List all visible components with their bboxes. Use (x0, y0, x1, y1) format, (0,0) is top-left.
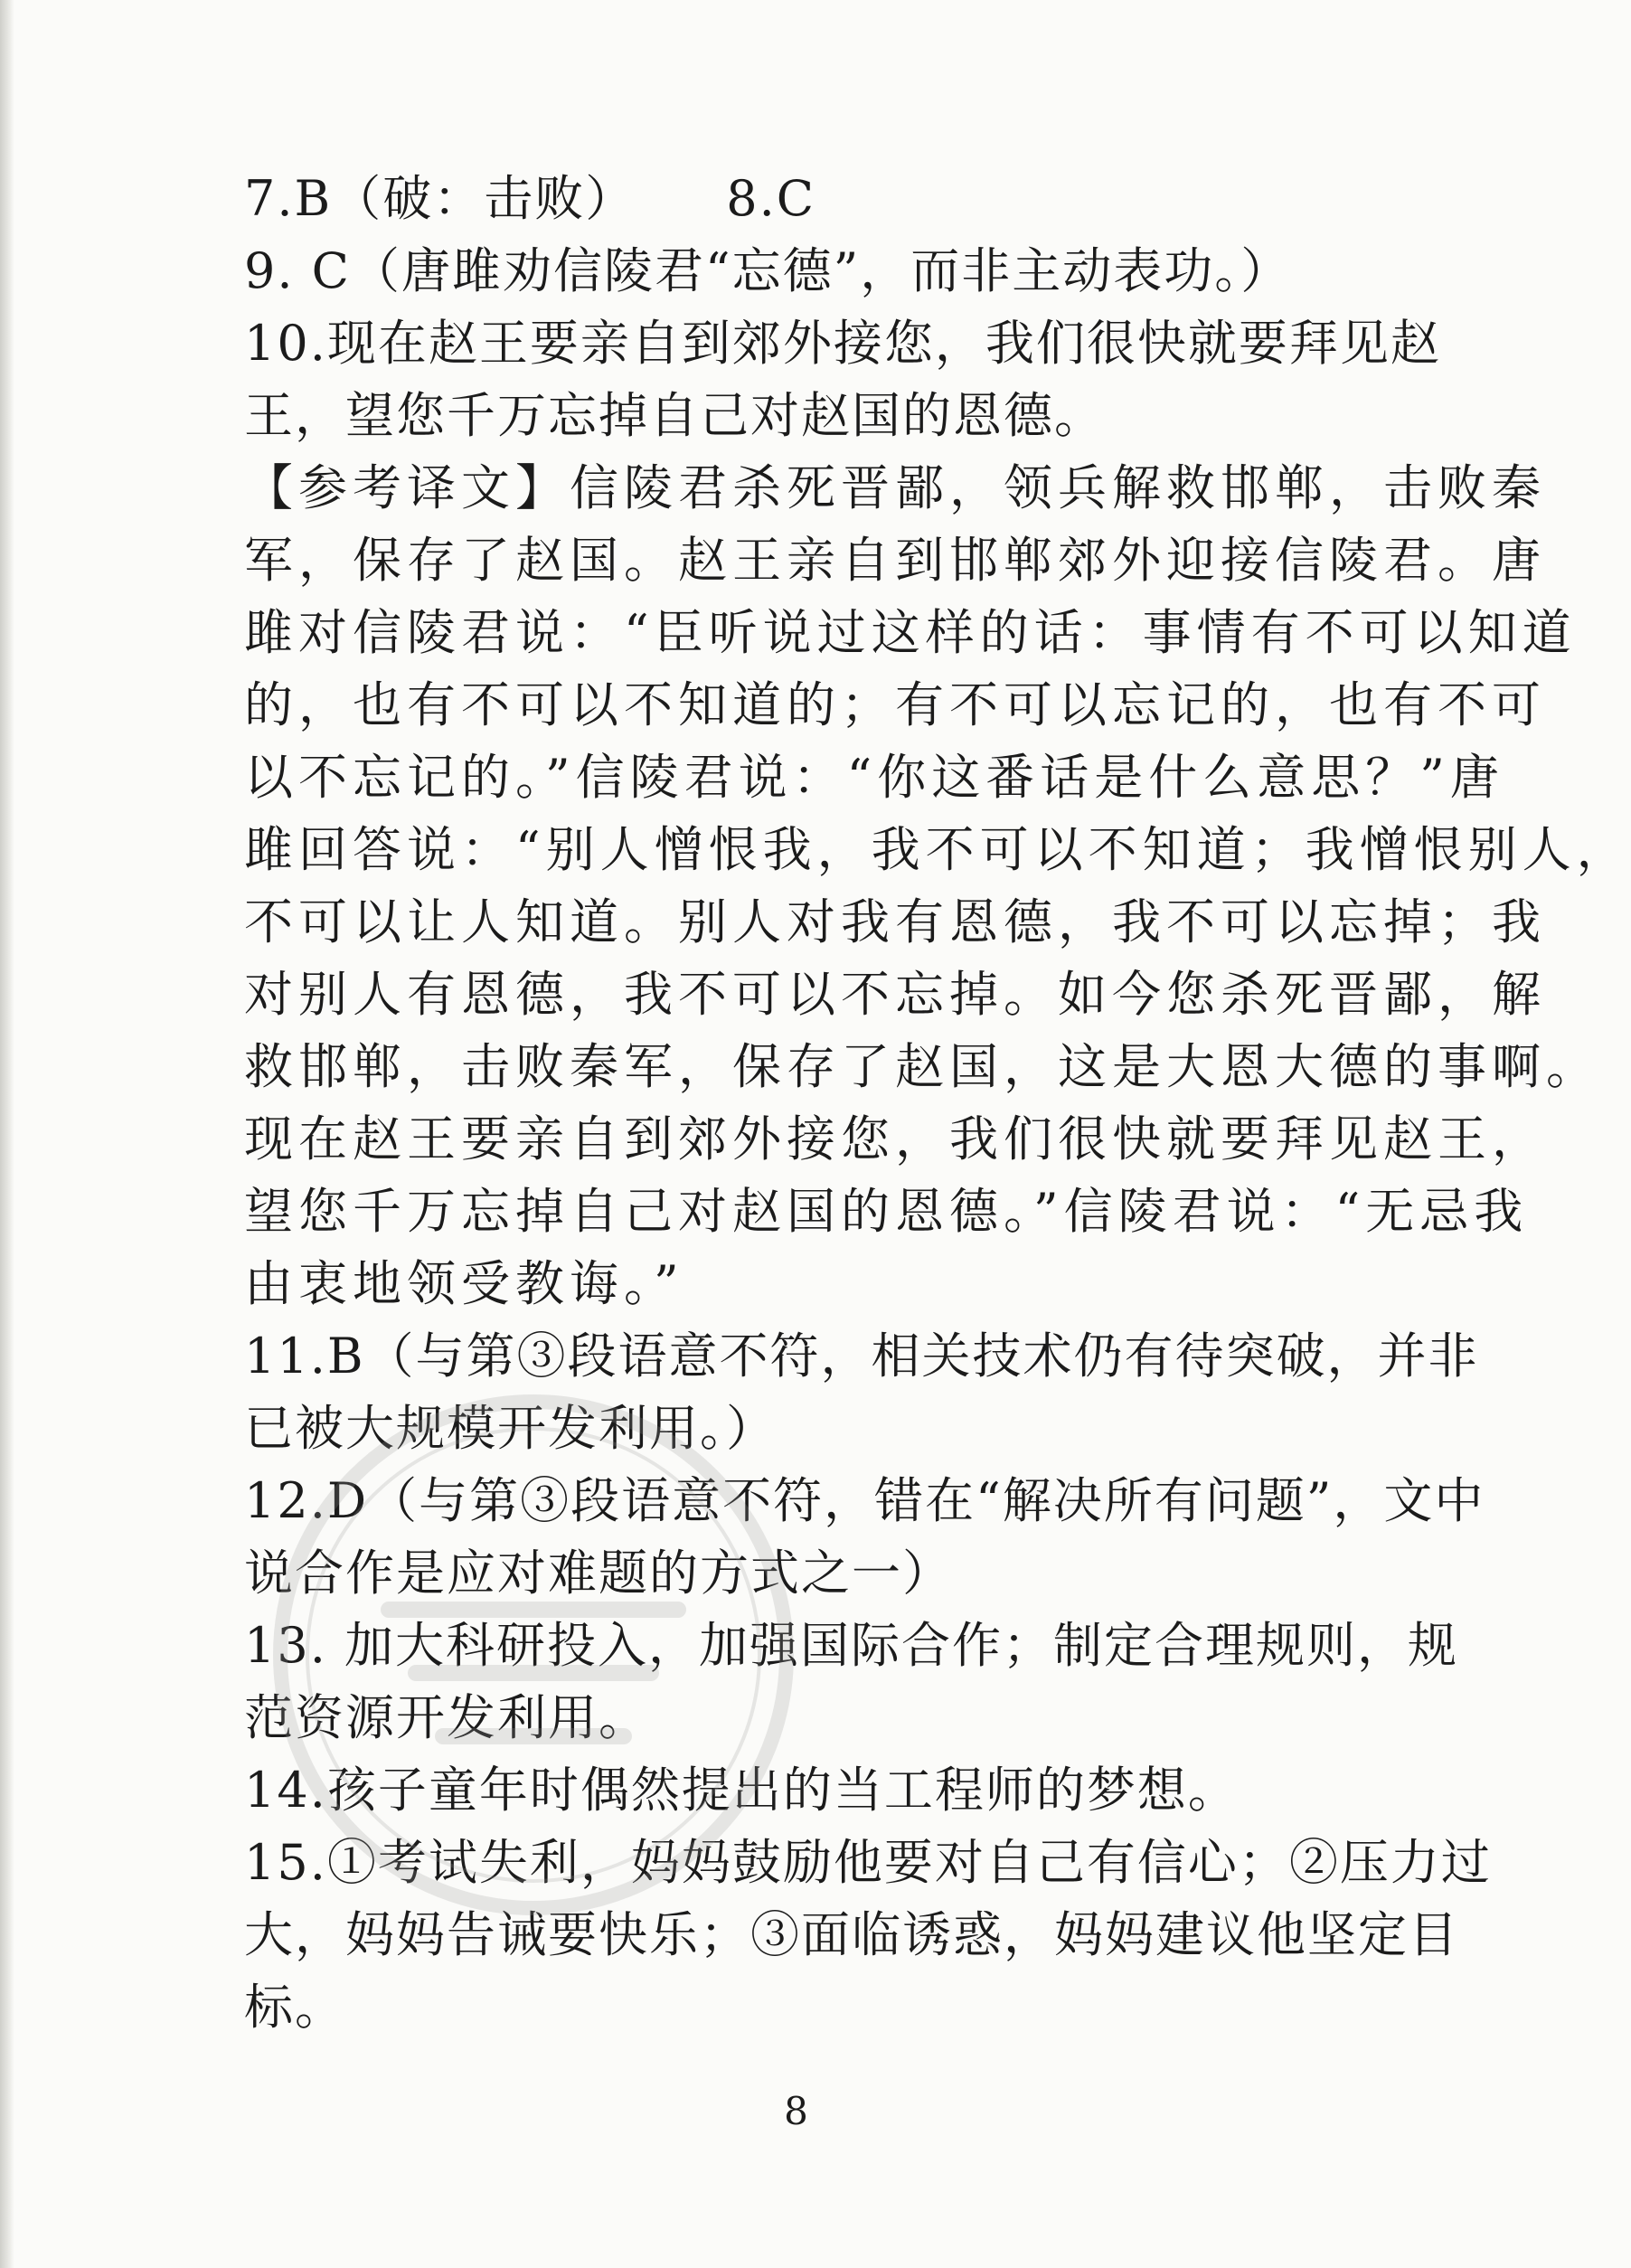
answer-q12-line-2: 说合作是应对难题的方式之一） (244, 1545, 953, 1602)
translation-line-9: 救邯郸，击败秦军，保存了赵国，这是大恩大德的事啊。 (244, 1038, 1600, 1095)
answer-q11-line-1: 11.B（与第③段语意不符，相关技术仍有待突破，并非 (244, 1328, 1479, 1384)
translation-line-3: 雎对信陵君说：“臣听说过这样的话：事情有不可以知道 (244, 604, 1577, 661)
answer-q15-line-1: 15.①考试失利，妈妈鼓励他要对自己有信心；②压力过 (244, 1834, 1492, 1891)
translation-line-11: 望您千万忘掉自己对赵国的恩德。”信陵君说：“无忌我 (244, 1183, 1529, 1240)
answer-q10-line-1: 10.现在赵王要亲自到郊外接您，我们很快就要拜见赵 (244, 315, 1441, 372)
answer-q13-line-2: 范资源开发利用。 (244, 1689, 649, 1746)
answer-q7: 7.B（破：击败） (244, 170, 636, 227)
answer-q15-line-3: 标。 (244, 1979, 345, 2036)
page-number: 8 (784, 2089, 808, 2133)
answer-q10-line-2: 王，望您千万忘掉自己对赵国的恩德。 (244, 387, 1105, 444)
translation-line-4: 的，也有不可以不知道的；有不可以忘记的，也有不可 (244, 676, 1546, 733)
translation-line-8: 对别人有恩德，我不可以不忘掉。如今您杀死晋鄙，解 (244, 966, 1546, 1023)
answer-q9: 9. C（唐雎劝信陵君“忘德”，而非主动表功。） (244, 242, 1292, 299)
translation-line-7: 不可以让人知道。别人对我有恩德，我不可以忘掉；我 (244, 893, 1546, 950)
answer-q11-line-2: 已被大规模开发利用。） (244, 1400, 777, 1457)
answer-q14: 14.孩子童年时偶然提出的当工程师的梦想。 (244, 1762, 1239, 1819)
translation-line-5: 以不忘记的。”信陵君说：“你这番话是什么意思？”唐 (244, 749, 1504, 806)
translation-line-12: 由衷地领受教诲。” (244, 1255, 684, 1312)
answer-q12-line-1: 12.D（与第③段语意不符，错在“解决所有问题”，文中 (244, 1472, 1485, 1529)
translation-line-1: 【参考译文】信陵君杀死晋鄙，领兵解救邯郸，击败秦 (244, 459, 1546, 516)
translation-line-2: 军，保存了赵国。赵王亲自到邯郸郊外迎接信陵君。唐 (244, 532, 1546, 589)
scan-edge-shadow (0, 0, 14, 2268)
translation-line-10: 现在赵王要亲自到郊外接您，我们很快就要拜见赵王， (244, 1110, 1546, 1167)
answer-q7-q8-line (244, 163, 1474, 235)
answer-q8: 8.C (726, 170, 816, 227)
translation-line-6: 雎回答说：“别人憎恨我，我不可以不知道；我憎恨别人， (244, 821, 1631, 878)
answer-q13-line-1: 13. 加大科研投入，加强国际合作；制定合理规则，规 (244, 1617, 1459, 1674)
answer-q15-line-2: 大，妈妈告诫要快乐；③面临诱惑，妈妈建议他坚定目 (244, 1906, 1459, 1963)
